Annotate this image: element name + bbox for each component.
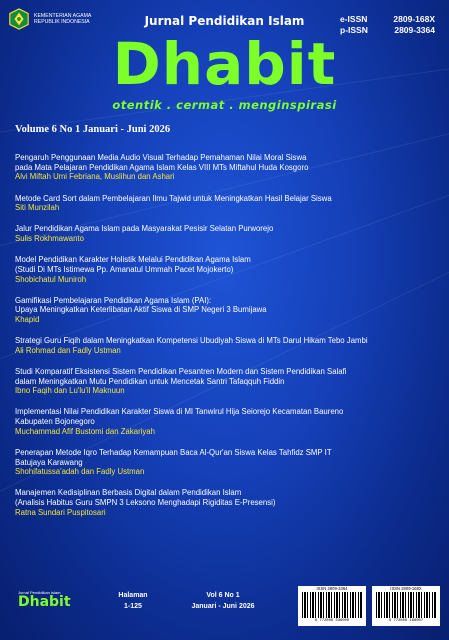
eissn-value: 2809-168X [393, 14, 435, 24]
barcode-online-issn: ISSN 2809-168X [390, 586, 422, 591]
article-item [15, 153, 440, 182]
issue-period [178, 590, 268, 612]
article-title: Metode Card Sort dalam Pembelajaran Ilmu Tajwid untuk Meningkatkan Hasil Belajar Siswa [15, 193, 332, 203]
volume-info: Volume 6 No 1 Januari - Juni 2026 [15, 124, 171, 135]
article-title: Manajemen Kedisiplinan Berbasis Digital dalam Pendidikan Islam (Analisis Habitus Guru SMPN 3 Leksono Menghadapi Rigiditas E-Presensi) [15, 488, 276, 508]
article-authors: Muchammad Afif Bustomi dan Zakariyah [15, 426, 155, 436]
footer-logo [18, 590, 71, 610]
article-item [15, 224, 440, 243]
footer-logo-brand: Dhabit [18, 594, 71, 610]
article-title: Gamifikasi Pembelajaran Pendidikan Agama Islam (PAI): Upaya Meningkatkan Keterlibatan Aktif Siswa di SMP Negeri 3 Bumijawa [15, 295, 267, 315]
article-authors: Alvi Miftah Umi Febriana, Muslihun dan Ashari [15, 172, 175, 182]
article-item [15, 194, 440, 213]
article-authors: Shohifatussa'adah dan Fadly Ustman [15, 467, 145, 477]
pages-label: Halaman [118, 592, 148, 599]
article-item [15, 367, 440, 396]
article-item [15, 407, 440, 436]
barcode-online [372, 586, 440, 626]
article-title: Jalur Pendidikan Agama Islam pada Masyarakat Pesisir Selatan Purworejo [15, 224, 274, 234]
article-authors: Khapid [15, 315, 40, 324]
footer-logo-subtitle: Jurnal Pendidikan Islam [18, 590, 61, 595]
journal-brand: Dhabit [112, 30, 337, 98]
article-item [15, 255, 440, 284]
article-title: Implementasi Nilai Pendidikan Karakter Siswa di MI Tanwirul Hija Seiorejo Kecamatan Baureno Kabupaten Bojonegoro [15, 407, 344, 427]
issue-volume: Vol 6 No 1 [206, 592, 240, 599]
issue-period-text: Januari - Juni 2026 [191, 603, 255, 610]
barcode-online-number: 9 772809 168007 [388, 619, 424, 623]
pissn-value: 2809-3364 [394, 25, 435, 35]
barcode-print-bars [302, 592, 362, 618]
pissn-label: p-ISSN [340, 25, 368, 35]
barcode-online-bars [376, 592, 436, 618]
article-title: Model Pendidikan Karakter Holistik Melalui Pendidikan Agama Islam (Studi Di MTs Istimewa Pp. Amanatul Ummah Pacet Mojokerto) [15, 255, 251, 274]
article-title: Strategi Guru Fiqih dalam Meningkatkan Kompetensi Ubudiyah Siswa di MTs Darul Hikam Tebo Jambi [15, 336, 368, 346]
page-range [108, 590, 158, 612]
article-title: Pengaruh Penggunaan Media Audio Visual Terhadap Pemahaman Nilai Moral Siswa pada Mata Pelajaran Pendidikan Agama Islam Kelas VIII MTs Miftahul Huda Kosgoro [15, 153, 309, 172]
ministry-country: REPUBLIK INDONESIA [34, 19, 90, 25]
cover-footer [0, 582, 449, 640]
article-authors: Shobichatul Muniroh [15, 274, 87, 284]
article-item [15, 488, 440, 517]
pages-value: 1-125 [124, 603, 142, 610]
article-item [15, 296, 440, 325]
article-title: Studi Komparatif Eksistensi Sistem Pendidikan Pesantren Modern dan Sistem Pendidikan Salafi dalam Meningkatkan Mutu Pendidikan untuk Mencetak Santri Tafaqquh Fiddin [15, 366, 347, 386]
article-title: Penerapan Metode Iqro Terhadap Kemampuan Baca Al-Qur'an Siswa Kelas Tahfidz SMP IT Batujaya Karawang [15, 447, 332, 467]
journal-tagline: otentik . cermat . menginspirasi [112, 98, 337, 112]
article-authors: Sulis Rokhmawanto [15, 234, 84, 243]
article-authors: Ratna Sundari Puspitosari [15, 507, 106, 517]
journal-label: Jurnal Pendidikan Islam [144, 14, 305, 28]
article-list [15, 153, 440, 529]
article-authors: Siti Munzilah [15, 203, 60, 213]
ministry-name: KEMENTERIAN AGAMA [34, 12, 92, 19]
eissn-label: e-ISSN [340, 14, 368, 24]
article-authors: Ali Rohmad dan Fadly Ustman [15, 345, 121, 355]
barcode-print-number: 9 772809 336000 [314, 619, 350, 623]
barcode-print-issn: ISSN 2809-3364 [316, 586, 348, 591]
article-item [15, 448, 440, 477]
article-authors: Ibno Faqih dan Lu'lu'il Maknuun [15, 386, 125, 396]
barcode-print [298, 586, 366, 626]
article-item [15, 336, 440, 355]
